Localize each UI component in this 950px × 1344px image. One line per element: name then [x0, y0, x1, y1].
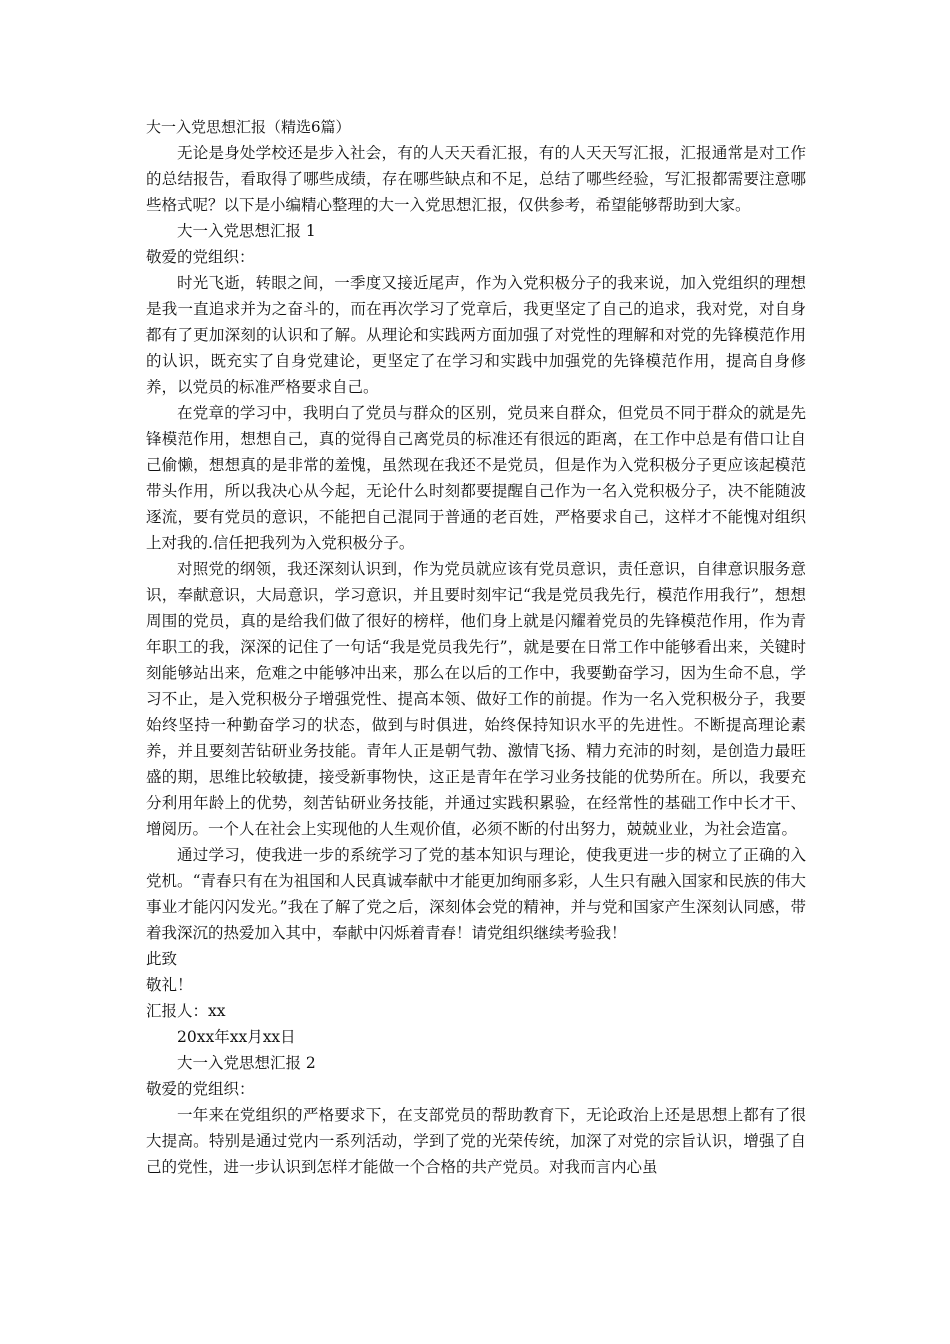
section-1-closing-1: 此致: [146, 950, 178, 968]
section-1-date: 20xx年xx月xx日: [177, 1028, 296, 1046]
section-2-heading: 大一入党思想汇报 2: [177, 1054, 316, 1072]
section-1-paragraph: 通过学习，使我进一步的系统学习了党的基本知识与理论，使我更进一步的树立了正确的入党机。“青春只有在为祖国和人民真诚奉献中才能更加绚丽多彩，人生只有融入国家和民族的伟大事业才能闪闪发光。”我在了解了党之后，深刻体会党的精神，并与党和国家产生深刻认同感，带着我深沉的热爱加入其中，奉献中闪烁着青春！请党组织继续考验我！: [146, 846, 806, 942]
section-1-salutation: 敬爱的党组织：: [146, 248, 255, 266]
section-1-paragraph: 对照党的纲领，我还深刻认识到，作为党员就应该有党员意识，责任意识，自律意识服务意识，奉献意识，大局意识，学习意识，并且要时刻牢记“我是党员我先行，模范作用我行”，想想周围的党员，真的是给我们做了很好的榜样，他们身上就是闪耀着党员的先锋模范作用，作为青年职工的我，深深的记住了一句话“我是党员我先行”，就是要在日常工作中能够看出来，关键时刻能够站出来，危难之中能够冲出来，那么在以后的工作中，我要勤奋学习，因为生命不息，学习不止，是入党积极分子增强党性、提高本领、做好工作的前提。作为一名入党积极分子，我要始终坚持一种勤奋学习的状态，做到与时俱进，始终保持知识水平的先进性。不断提高理论素养，并且要刻苦钻研业务技能。青年人正是朝气勃、激情飞扬、精力充沛的时刻，是创造力最旺盛的期，思维比较敏捷，接受新事物快，这正是青年在学习业务技能的优势所在。所以，我要充分利用年龄上的优势，刻苦钻研业务技能，并通过实践积累验，在经常性的基础工作中长才干、增阅历。一个人在社会上实现他的人生观价值，必须不断的付出努力，兢兢业业，为社会造富。: [146, 560, 806, 838]
document-title: 大一入党思想汇报（精选6篇）: [146, 118, 351, 136]
section-2-salutation: 敬爱的党组织：: [146, 1080, 255, 1098]
section-1-closing-2: 敬礼！: [146, 976, 193, 994]
section-1-heading: 大一入党思想汇报 1: [177, 222, 316, 240]
document-page: [146, 114, 806, 1180]
intro-paragraph: 无论是身处学校还是步入社会，有的人天天看汇报，有的人天天写汇报，汇报通常是对工作的总结报告，看取得了哪些成绩，存在哪些缺点和不足，总结了哪些经验，写汇报都需要注意哪些格式呢？以下是小编精心整理的大一入党思想汇报，仅供参考，希望能够帮助到大家。: [146, 144, 806, 214]
section-1-reporter: 汇报人：xx: [146, 1002, 226, 1020]
section-2-paragraph: 一年来在党组织的严格要求下，在支部党员的帮助教育下，无论政治上还是思想上都有了很大提高。特别是通过党内一系列活动，学到了党的光荣传统，加深了对党的宗旨认识，增强了自己的党性，进一步认识到怎样才能做一个合格的共产党员。对我而言内心虽: [146, 1106, 806, 1176]
section-1-paragraph: 在党章的学习中，我明白了党员与群众的区别，党员来自群众，但党员不同于群众的就是先锋模范作用，想想自己，真的觉得自己离党员的标准还有很远的距离，在工作中总是有借口让自己偷懒，想想真的是非常的羞愧，虽然现在我还不是党员，但是作为入党积极分子更应该起模范带头作用，所以我决心从今起，无论什么时刻都要提醒自己作为一名入党积极分子，决不能随波逐流，要有党员的意识，不能把自己混同于普通的老百姓，严格要求自己，这样才不能愧对组织上对我的.信任把我列为入党积极分子。: [146, 404, 806, 552]
section-1-paragraph: 时光飞逝，转眼之间，一季度又接近尾声，作为入党积极分子的我来说，加入党组织的理想是我一直追求并为之奋斗的，而在再次学习了党章后，我更坚定了自己的追求，我对党，对自身都有了更加深刻的认识和了解。从理论和实践两方面加强了对党性的理解和对党的先锋模范作用的认识，既充实了自身党建论，更坚定了在学习和实践中加强党的先锋模范作用，提高自身修养，以党员的标准严格要求自己。: [146, 274, 806, 396]
